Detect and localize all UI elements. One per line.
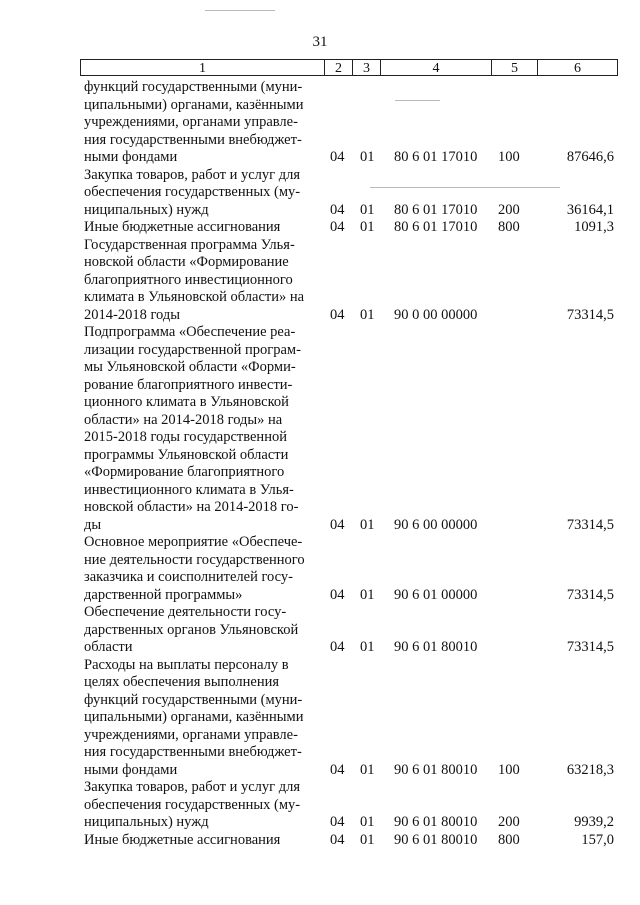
section-code: 04: [330, 586, 345, 603]
table-row: [84, 79, 614, 167]
amount: 1091,3: [574, 219, 614, 235]
row-description: Государственная программа Улья- новской области «Формирование благоприятного инвестиционного климата в Ульяновской области» на 2014-2018 годы: [84, 236, 305, 323]
amount: 157,0: [581, 831, 614, 848]
table-row: [84, 534, 614, 604]
target-article-code: 80 6 01 17010: [394, 219, 478, 235]
header-cell-2: 2: [324, 60, 352, 75]
expense-type-code: 800: [498, 219, 520, 235]
scan-speck: [395, 100, 440, 101]
expense-type-code: 200: [498, 201, 520, 218]
row-description: Иные бюджетные ассигнования: [84, 831, 281, 848]
scan-speck: [370, 187, 560, 188]
header-cell-6: 6: [537, 60, 617, 75]
target-article-code: 80 6 01 17010: [394, 201, 478, 218]
table-row: [84, 219, 614, 237]
row-description: Подпрограмма «Обеспечение реа- лизации государственной програм- мы Ульяновской области «Форми- рование благоприятного инвести- ционного климата в Ульяновской области» на 2014-2018 годы» на 2015-2018 годы государственной программы Ульяновской области «Формирование благоприятного инвестиционного климата в Улья- новской области» на 2014-2018 го- ды: [84, 324, 301, 533]
header-cell-1: 1: [199, 61, 206, 76]
row-description: Закупка товаров, работ и услуг для обеспечения государственных (му- ниципальных) нужд: [84, 779, 301, 830]
subsection-code: 01: [360, 516, 375, 533]
expense-type-code: 100: [498, 149, 520, 165]
table-body: [84, 79, 614, 849]
row-description: Обеспечение деятельности госу- дарственных органов Ульяновской области: [84, 604, 299, 655]
header-cell-3: 3: [352, 60, 380, 75]
target-article-code: 80 6 01 17010: [394, 149, 478, 165]
amount: 63218,3: [566, 761, 614, 778]
section-code: 04: [330, 639, 345, 655]
target-article-code: 90 6 01 80010: [394, 814, 478, 830]
expense-type-code: 800: [498, 831, 520, 848]
subsection-code: 01: [360, 219, 375, 235]
section-code: 04: [330, 201, 345, 218]
table-row: [84, 237, 614, 325]
header-cell-5: 5: [491, 60, 537, 75]
subsection-code: 01: [360, 201, 375, 218]
section-code: 04: [330, 149, 345, 165]
row-description: Расходы на выплаты персоналу в целях обеспечения выполнения функций государственными (муни- ципальными) органами, казёнными учреждениями, органами управле- ния государственными внебюджет- ными фондами: [84, 656, 304, 778]
section-code: 04: [330, 814, 345, 830]
expense-type-code: 100: [498, 761, 520, 778]
scan-speck: [205, 10, 275, 11]
target-article-code: 90 6 01 80010: [394, 639, 478, 655]
section-code: 04: [330, 831, 345, 848]
target-article-code: 90 6 01 80010: [394, 761, 478, 778]
table-row: [84, 324, 614, 534]
subsection-code: 01: [360, 639, 375, 655]
table-row: [84, 167, 614, 220]
amount: 73314,5: [566, 586, 614, 603]
amount: 73314,5: [566, 516, 614, 533]
target-article-code: 90 6 00 00000: [394, 516, 478, 533]
section-code: 04: [330, 306, 345, 323]
amount: 36164,1: [566, 201, 614, 218]
table-row: [84, 779, 614, 832]
table-row: [84, 657, 614, 780]
target-article-code: 90 6 01 00000: [394, 586, 478, 603]
target-article-code: 90 0 00 00000: [394, 306, 478, 323]
page-number: 31: [312, 34, 328, 50]
row-description: Основное мероприятие «Обеспече- ние деятельности государственного заказчика и соисполнителей госу- дарственной программы»: [84, 534, 305, 603]
table-row: [84, 604, 614, 657]
target-article-code: 90 6 01 80010: [394, 831, 478, 848]
amount: 73314,5: [566, 306, 614, 323]
section-code: 04: [330, 516, 345, 533]
section-code: 04: [330, 761, 345, 778]
header-cell-4: 4: [380, 60, 491, 75]
row-description: функций государственными (муни- ципальными) органами, казёнными учреждениями, органами управле- ния государственными внебюджет- ными фондами: [84, 79, 304, 165]
amount: 87646,6: [566, 149, 614, 165]
subsection-code: 01: [360, 814, 375, 830]
section-code: 04: [330, 219, 345, 235]
row-description: Закупка товаров, работ и услуг для обеспечения государственных (му- ниципальных) нужд: [84, 166, 301, 218]
subsection-code: 01: [360, 306, 375, 323]
amount: 9939,2: [574, 814, 614, 830]
subsection-code: 01: [360, 761, 375, 778]
subsection-code: 01: [360, 149, 375, 165]
amount: 73314,5: [566, 639, 614, 655]
table-header: [80, 59, 618, 76]
expense-type-code: 200: [498, 814, 520, 830]
row-description: Иные бюджетные ассигнования: [84, 219, 281, 235]
subsection-code: 01: [360, 586, 375, 603]
subsection-code: 01: [360, 831, 375, 848]
table-row: [84, 832, 614, 850]
